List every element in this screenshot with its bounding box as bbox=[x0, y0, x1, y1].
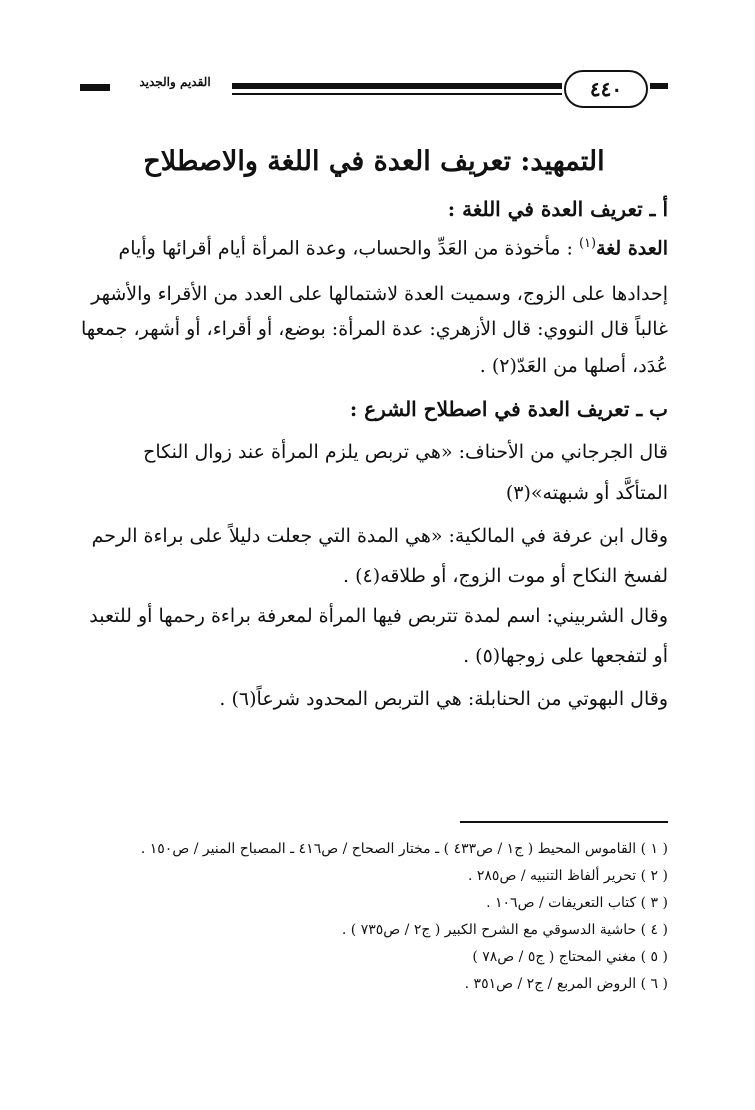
running-book-title: القديم والجديد bbox=[139, 75, 211, 89]
ibn-arafa-line1: وقال ابن عرفة في المالكية: «هي المدة التي جعلت دليلاً على براءة الرحم bbox=[91, 525, 668, 547]
footnote-4: ( ٤ ) حاشية الدسوقي مع الشرح الكبير ( ج٢ / ص٧٣٥ ) . bbox=[341, 922, 668, 938]
header-bar-left bbox=[80, 84, 110, 91]
footnote-2: ( ٢ ) تحرير ألفاظ التنبيه / ص٢٨٥ . bbox=[467, 868, 668, 884]
footnote-1: ( ١ ) القاموس المحيط ( ج١ / ص٤٣٣ ) ـ مختار الصحاح / ص٤١٦ ـ المصباح المنير / ص١٥٠ . bbox=[140, 841, 668, 857]
para1-line1 bbox=[80, 236, 668, 259]
footnotes bbox=[80, 836, 668, 998]
page-number: ٤٤٠ bbox=[564, 70, 648, 108]
shirbini-line2: أو لتفجعها على زوجها(٥) . bbox=[463, 645, 668, 667]
page-header bbox=[80, 62, 668, 118]
para1-text: : مأخوذة من العَدِّ والحساب، وعدة المرأة أيام أقرائها وأيام bbox=[118, 237, 573, 260]
footnote-separator bbox=[460, 821, 668, 823]
section-a-heading: أ ـ تعريف العدة في اللغة : bbox=[447, 197, 668, 221]
header-bar-right bbox=[650, 83, 668, 89]
footnote-6: ( ٦ ) الروض المربع / ج٢ / ص٣٥١ . bbox=[464, 976, 668, 992]
para1-line4: عُدَد، أصلها من العَدّ(٢) . bbox=[479, 355, 668, 377]
header-rule-thick bbox=[232, 83, 562, 89]
footnote-ref-1: (١) bbox=[578, 236, 597, 251]
header-rule-thin bbox=[232, 93, 562, 95]
term-label: العدة لغة bbox=[596, 237, 668, 260]
jurjani-line1: قال الجرجاني من الأحناف: «هي تربص يلزم المرأة عند زوال النكاح bbox=[143, 441, 668, 463]
footnote-5: ( ٥ ) مغني المحتاج ( ج٥ / ص٧٨ ) bbox=[472, 949, 668, 965]
para1-line2: إحدادها على الزوج، وسميت العدة لاشتمالها على العدد من الأقراء والأشهر bbox=[91, 283, 668, 305]
shirbini-line1: وقال الشربيني: اسم لمدة تتربص فيها المرأة لمعرفة براءة رحمها أو للتعبد bbox=[89, 605, 668, 627]
section-b-heading: ب ـ تعريف العدة في اصطلاح الشرع : bbox=[349, 397, 668, 421]
jurjani-line2: المتأكَّد أو شبهته»(٣) bbox=[505, 482, 668, 504]
buhuti-line1: وقال البهوتي من الحنابلة: هي التربص المحدود شرعاً(٦) . bbox=[219, 688, 668, 710]
ibn-arafa-line2: لفسخ النكاح أو موت الزوج، أو طلاقه(٤) . bbox=[343, 565, 668, 587]
para1-line3: غالباً قال النووي: قال الأزهري: عدة المرأة: بوضع، أو أقراء، أو أشهر، جمعها bbox=[80, 318, 668, 340]
footnote-3: ( ٣ ) كتاب التعريفات / ص١٠٦ . bbox=[486, 895, 668, 911]
chapter-title: التمهيد: تعريف العدة في اللغة والاصطلاح bbox=[143, 146, 605, 177]
